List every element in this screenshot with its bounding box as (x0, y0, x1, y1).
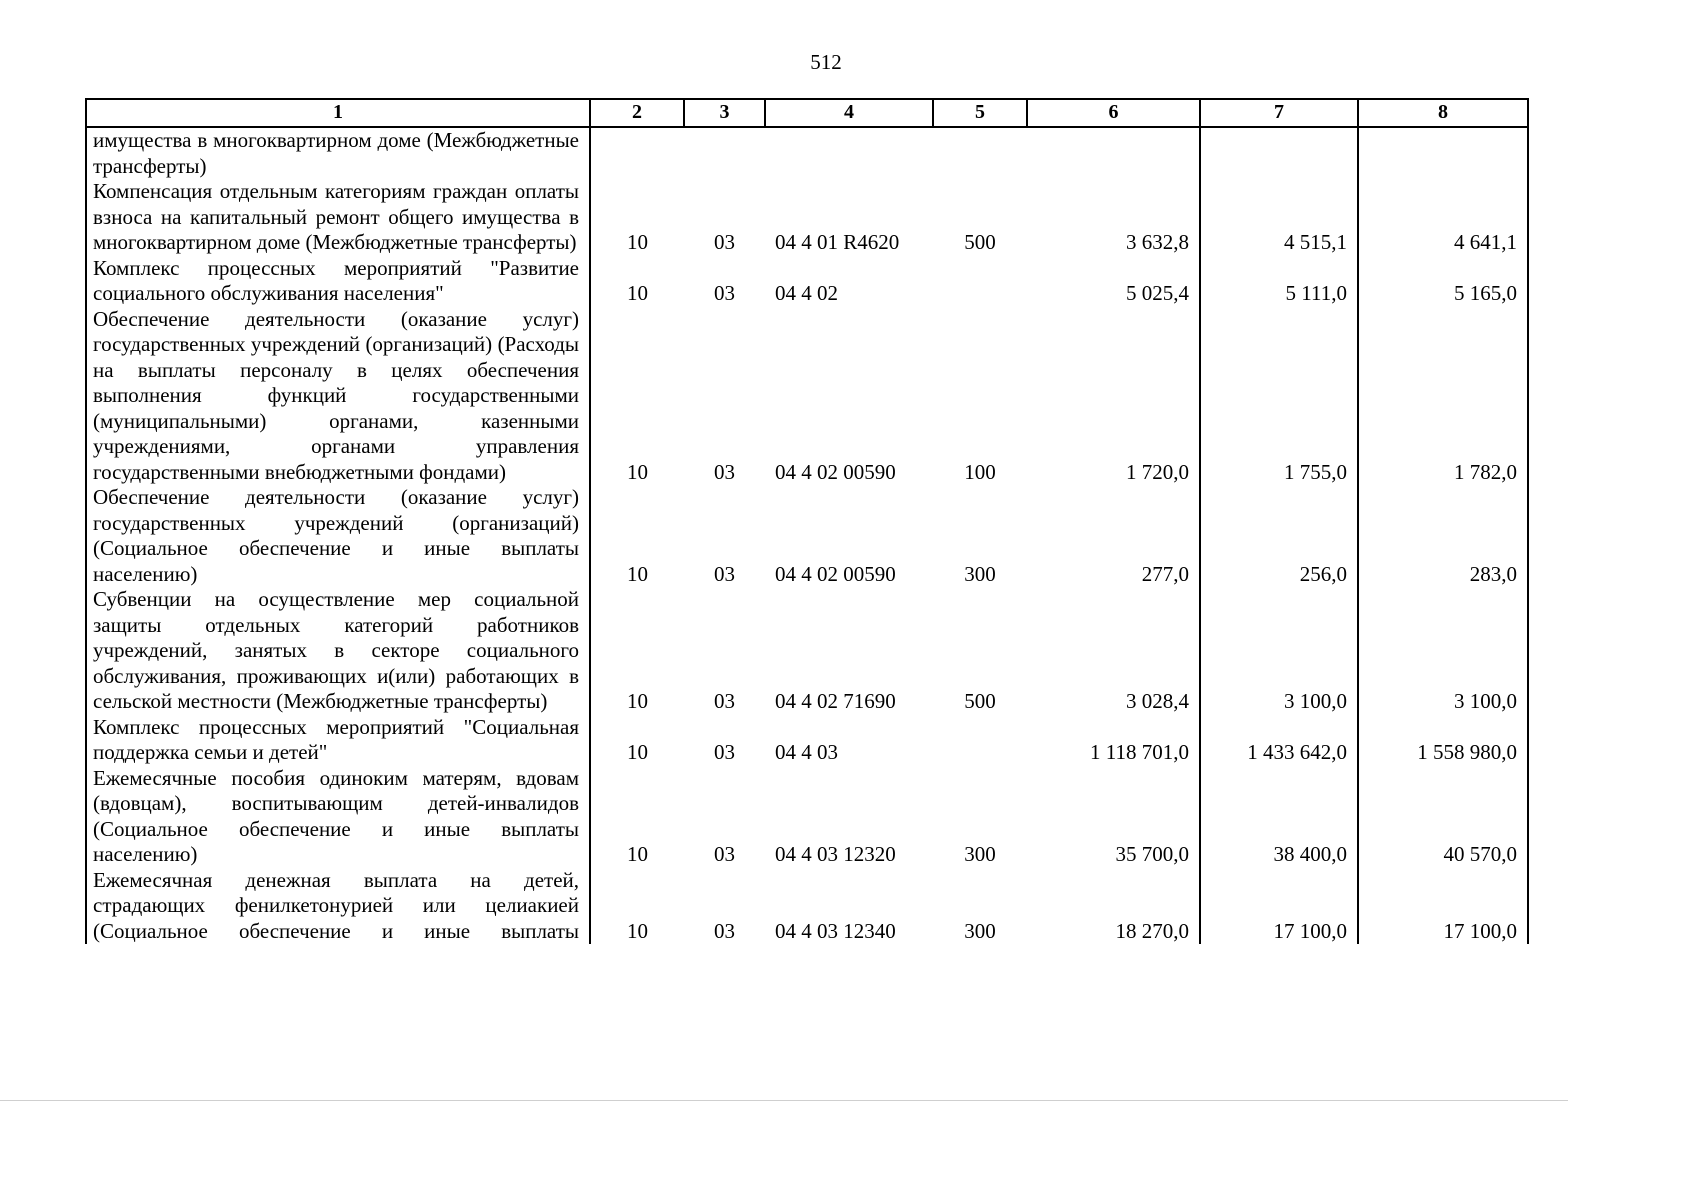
header-col-4: 4 (765, 99, 933, 127)
row-name: Ежемесячные пособия одиноким матерям, вдовам (вдовцам), воспитывающим детей-инвалидов (Социальное обеспечение и иные выплаты населению) (86, 766, 590, 868)
row-expense-type: 100 (964, 459, 996, 484)
row-name: Ежемесячная денежная выплата на детей, страдающих фенилкетонурией или целиакией (Социальное обеспечение и иные выплаты (86, 868, 590, 945)
row-name: Комплекс процессных мероприятий "Развитие социального обслуживания населения" (86, 256, 590, 307)
row-section: 10 (590, 256, 684, 307)
row-section: 10 (590, 715, 684, 766)
row-section (590, 127, 684, 179)
table-row (86, 715, 1528, 766)
row-section: 10 (590, 587, 684, 715)
row-expense-type (933, 127, 1027, 179)
row-amount-col6 (1027, 127, 1200, 179)
header-col-5: 5 (933, 99, 1027, 127)
header-col-8: 8 (1358, 99, 1528, 127)
row-name: имущества в многоквартирном доме (Межбюджетные трансферты) (86, 127, 590, 179)
row-amount-col8: 4 641,1 (1358, 179, 1528, 256)
row-target-code: 04 4 03 12340 (775, 918, 896, 943)
row-target-code: 04 4 02 71690 (775, 689, 896, 713)
row-amount-col7: 256,0 (1200, 485, 1358, 587)
row-subsection: 03 (714, 459, 735, 484)
row-target-code: 04 4 02 00590 (775, 459, 896, 484)
table-row (86, 587, 1528, 715)
row-amount-col8: 5 165,0 (1358, 256, 1528, 307)
row-subsection: 03 (714, 842, 735, 866)
row-amount-col7: 5 111,0 (1200, 256, 1358, 307)
row-subsection: 03 (714, 740, 735, 764)
row-amount-col6: 277,0 (1141, 561, 1189, 586)
row-expense-type: 500 (964, 689, 996, 713)
row-expense-type: 300 (964, 561, 996, 586)
row-amount-col8: 3 100,0 (1358, 587, 1528, 715)
row-amount-col7: 38 400,0 (1200, 766, 1358, 868)
row-section: 10 (590, 868, 684, 945)
row-amount-col6: 3 632,8 (1126, 230, 1189, 254)
row-name: Комплекс процессных мероприятий "Социальная поддержка семьи и детей" (86, 715, 590, 766)
page-bottom-rule (0, 1100, 1568, 1101)
row-target-code: 04 4 02 (775, 281, 838, 305)
budget-table (85, 98, 1529, 944)
table-row (86, 127, 1528, 179)
row-target-code: 04 4 03 (775, 740, 838, 764)
row-expense-type (933, 256, 1027, 307)
table-row (86, 868, 1528, 945)
row-amount-col6: 5 025,4 (1126, 281, 1189, 305)
header-col-2: 2 (590, 99, 684, 127)
row-section: 10 (590, 485, 684, 587)
table-row (86, 485, 1528, 587)
row-amount-col8: 1 558 980,0 (1358, 715, 1528, 766)
row-amount-col8: 283,0 (1358, 485, 1528, 587)
row-target-code (765, 127, 933, 179)
row-subsection: 03 (714, 561, 735, 586)
row-amount-col7: 1 755,0 (1200, 307, 1358, 486)
row-subsection: 03 (714, 281, 735, 305)
header-col-3: 3 (684, 99, 765, 127)
row-amount-col7: 3 100,0 (1200, 587, 1358, 715)
row-section: 10 (590, 307, 684, 486)
row-name: Компенсация отдельным категориям граждан оплаты взноса на капитальный ремонт общего имущества в многоквартирном доме (Межбюджетные трансферты) (86, 179, 590, 256)
row-subsection: 03 (714, 230, 735, 254)
row-amount-col6: 18 270,0 (1115, 918, 1189, 943)
row-subsection: 03 (714, 689, 735, 713)
row-amount-col6: 1 118 701,0 (1090, 740, 1189, 764)
row-name: Обеспечение деятельности (оказание услуг) государственных учреждений (организаций) (Расходы на выплаты персоналу в целях обеспечения выполнения функций государственными (муниципальными) органами, казенными учреждениями, органами управления государственными внебюджетными фондами) (86, 307, 590, 486)
row-amount-col7 (1200, 127, 1358, 179)
row-subsection: 03 (714, 918, 735, 943)
table-row (86, 307, 1528, 486)
row-section: 10 (590, 766, 684, 868)
table-header-row (86, 99, 1528, 127)
row-amount-col7: 4 515,1 (1200, 179, 1358, 256)
row-expense-type: 300 (964, 842, 996, 866)
header-col-6: 6 (1027, 99, 1200, 127)
row-amount-col6: 3 028,4 (1126, 689, 1189, 713)
row-target-code: 04 4 02 00590 (775, 561, 896, 586)
row-subsection (684, 127, 765, 179)
row-amount-col8: 40 570,0 (1358, 766, 1528, 868)
row-target-code: 04 4 03 12320 (775, 842, 896, 866)
page-number: 512 (810, 50, 842, 74)
header-col-1: 1 (86, 99, 590, 127)
row-amount-col7: 17 100,0 (1200, 868, 1358, 945)
row-amount-col8 (1358, 127, 1528, 179)
table-row (86, 766, 1528, 868)
row-expense-type: 300 (964, 918, 996, 943)
row-amount-col7: 1 433 642,0 (1200, 715, 1358, 766)
row-amount-col8: 1 782,0 (1358, 307, 1528, 486)
row-expense-type (933, 715, 1027, 766)
row-amount-col6: 35 700,0 (1115, 842, 1189, 866)
row-target-code: 04 4 01 R4620 (775, 230, 900, 254)
row-amount-col8: 17 100,0 (1358, 868, 1528, 945)
row-name: Субвенции на осуществление мер социальной защиты отдельных категорий работников учреждений, занятых в секторе социального обслуживания, проживающих и(или) работающих в сельской местности (Межбюджетные трансферты) (86, 587, 590, 715)
row-expense-type: 500 (964, 230, 996, 254)
table-row (86, 256, 1528, 307)
row-amount-col6: 1 720,0 (1126, 459, 1189, 484)
table-row (86, 179, 1528, 256)
row-section: 10 (590, 179, 684, 256)
row-name: Обеспечение деятельности (оказание услуг) государственных учреждений (организаций) (Социальное обеспечение и иные выплаты населению) (86, 485, 590, 587)
header-col-7: 7 (1200, 99, 1358, 127)
